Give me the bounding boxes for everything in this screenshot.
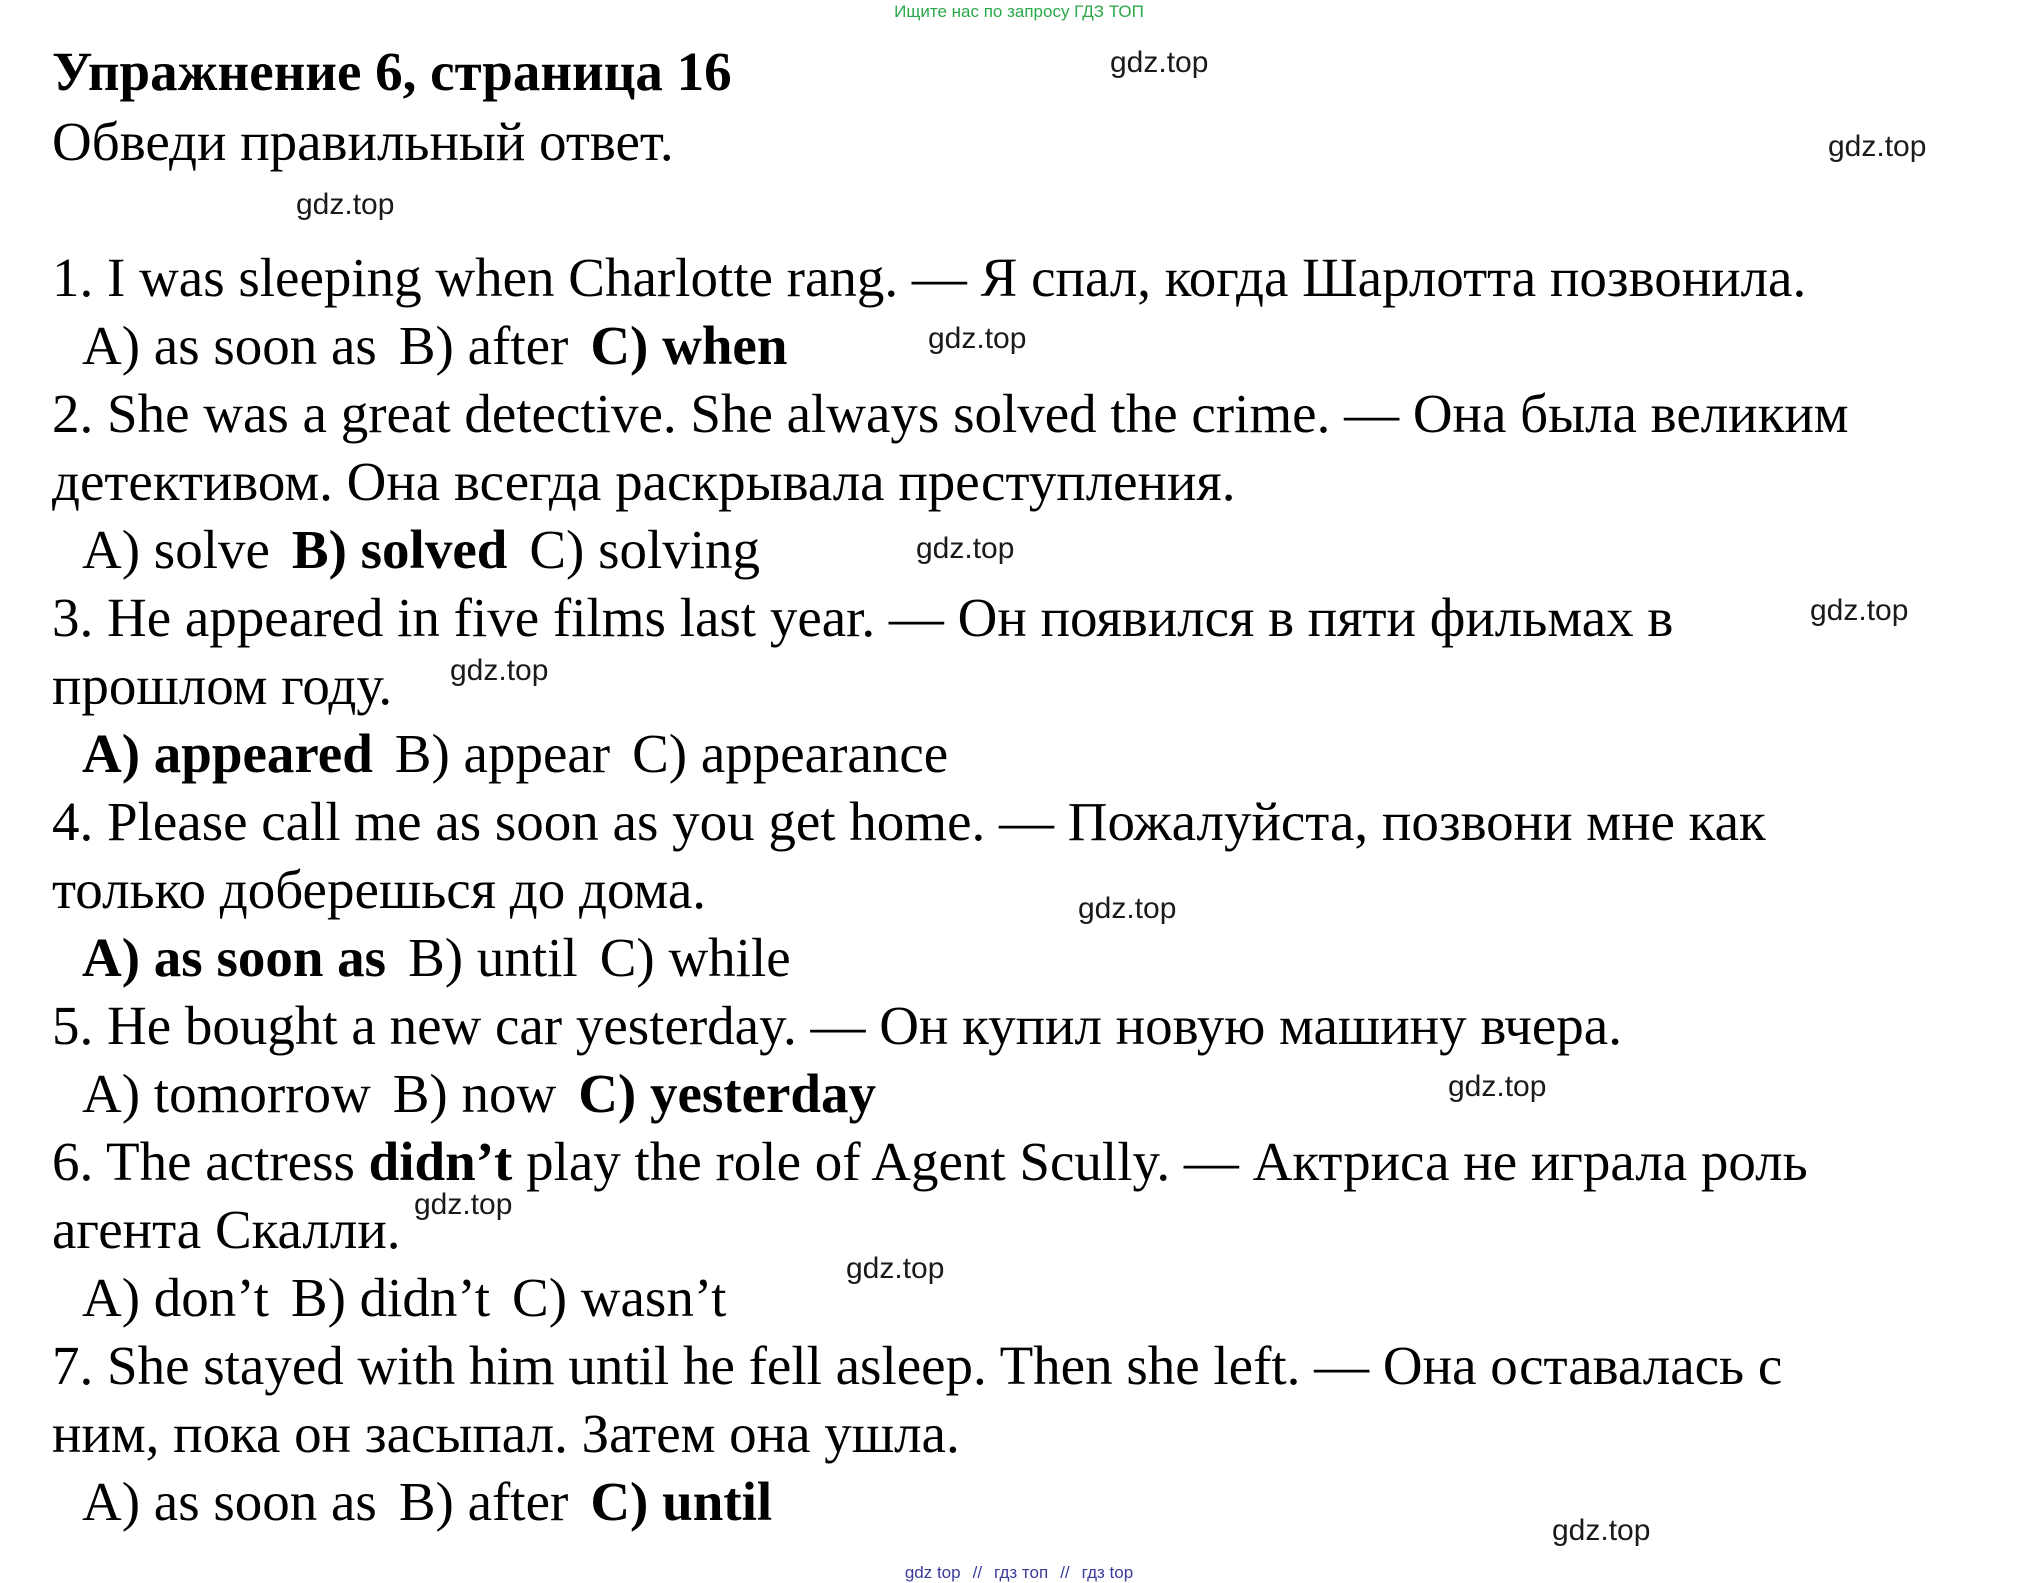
- item-4-options: [82, 927, 813, 988]
- option-c: C) wasn’t: [512, 1267, 727, 1328]
- option-a: A) as soon as: [82, 315, 377, 376]
- option-b: B) until: [408, 927, 578, 988]
- option-a-selected: A) as soon as: [82, 927, 387, 988]
- footer-links: [0, 1563, 2038, 1583]
- watermark: gdz.top: [928, 322, 1027, 355]
- item-3-text-cont: прошлом году.: [52, 655, 393, 716]
- footer-link[interactable]: гдз top: [1081, 1563, 1134, 1582]
- item-2-text: 2. She was a great detective. She always solved the crime. — Она была великим: [52, 383, 1849, 444]
- watermark: gdz.top: [1828, 130, 1927, 163]
- item-4-text-cont: только доберешься до дома.: [52, 859, 707, 920]
- item-7-text-cont: ним, пока он засыпал. Затем она ушла.: [52, 1403, 960, 1464]
- item-7-text: 7. She stayed with him until he fell asleep. Then she left. — Она оставалась с: [52, 1335, 1783, 1396]
- item-4-text: 4. Please call me as soon as you get home. — Пожалуйста, позвони мне как: [52, 791, 1766, 852]
- watermark: gdz.top: [1552, 1514, 1651, 1547]
- item-3-options: [82, 723, 970, 784]
- page-title: Упражнение 6, страница 16: [52, 41, 732, 102]
- item-6-text-end: play the role of Agent Scully. — Актриса не играла роль: [512, 1131, 1808, 1192]
- item-6-text-start: 6. The actress: [52, 1131, 369, 1192]
- item-2-text-cont: детективом. Она всегда раскрывала преступления.: [52, 451, 1236, 512]
- option-a-selected: A) appeared: [82, 723, 373, 784]
- option-c: C) solving: [529, 519, 761, 580]
- watermark: gdz.top: [1078, 892, 1177, 925]
- option-c-selected: C) until: [590, 1471, 773, 1532]
- option-b: B) after: [398, 1471, 569, 1532]
- item-5-text: 5. He bought a new car yesterday. — Он купил новую машину вчера.: [52, 995, 1622, 1056]
- item-1-options: [82, 315, 809, 376]
- footer-link[interactable]: gdz top: [904, 1563, 961, 1582]
- footer-link[interactable]: гдз топ: [994, 1563, 1049, 1582]
- option-b: B) now: [392, 1063, 557, 1124]
- watermark: gdz.top: [1448, 1070, 1547, 1103]
- top-banner: Ищите нас по запросу ГДЗ ТОП: [894, 2, 1144, 21]
- item-7-options: [82, 1471, 794, 1532]
- watermark: gdz.top: [296, 188, 395, 221]
- option-b: B) appear: [394, 723, 611, 784]
- watermark: gdz.top: [1110, 46, 1209, 79]
- option-c-selected: C) yesterday: [578, 1063, 877, 1124]
- option-b: B) after: [398, 315, 569, 376]
- option-b-selected: B) solved: [291, 519, 508, 580]
- footer-separator: //: [1060, 1563, 1070, 1582]
- instruction: Обведи правильный ответ.: [52, 111, 674, 172]
- option-a: A) solve: [82, 519, 270, 580]
- item-6-text-cont: агента Скалли.: [52, 1199, 401, 1260]
- item-6-text: [52, 1131, 1808, 1192]
- item-2-options: [82, 519, 782, 580]
- watermark: gdz.top: [846, 1252, 945, 1285]
- option-b: B) didn’t: [290, 1267, 491, 1328]
- watermark: gdz.top: [1810, 594, 1909, 627]
- option-c: C) appearance: [632, 723, 949, 784]
- item-5-options: [82, 1063, 898, 1124]
- option-a: A) as soon as: [82, 1471, 377, 1532]
- watermark: gdz.top: [916, 532, 1015, 565]
- item-3-text: 3. He appeared in five films last year. — Он появился в пяти фильмах в: [52, 587, 1674, 648]
- option-c-selected: C) when: [590, 315, 788, 376]
- item-1-text: 1. I was sleeping when Charlotte rang. — Я спал, когда Шарлотта позвонила.: [52, 247, 1807, 308]
- option-a: A) don’t: [82, 1267, 269, 1328]
- watermark: gdz.top: [414, 1188, 513, 1221]
- watermark: gdz.top: [450, 654, 549, 687]
- item-6-options: [82, 1267, 748, 1328]
- option-a: A) tomorrow: [82, 1063, 371, 1124]
- item-6-emphasis: didn’t: [368, 1131, 513, 1192]
- option-c: C) while: [599, 927, 791, 988]
- footer-separator: //: [972, 1563, 983, 1582]
